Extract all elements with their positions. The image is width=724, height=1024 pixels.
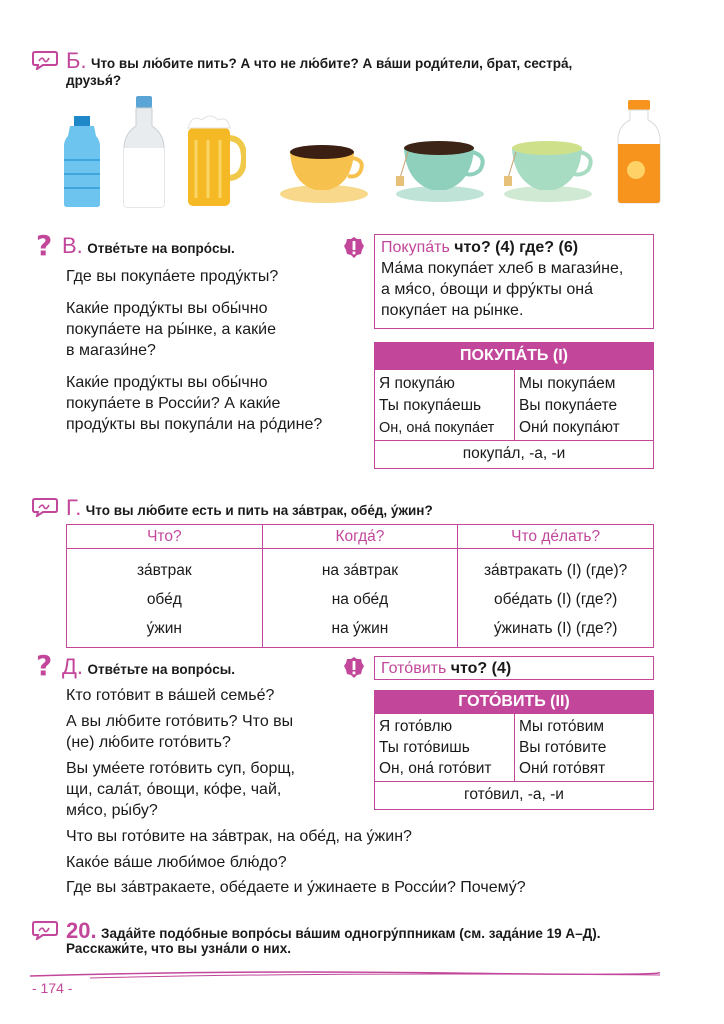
meals-table — [66, 524, 654, 648]
note-pokupat-example: а мя́со, о́вощи и фру́кты она́ — [381, 281, 593, 298]
question-mark-icon: ? — [36, 229, 53, 262]
coffee-cup-icon — [278, 138, 370, 204]
meals-table-header: Когда́? — [262, 525, 458, 549]
section-g-letter: Г. — [66, 495, 82, 520]
section-g-title: Что вы лю́бите есть и пить на за́втрак, обе́д, у́жин? — [85, 503, 433, 518]
note-gotovit-verb: Гото́вить — [381, 660, 447, 677]
form: Я гото́влю — [379, 718, 453, 735]
section-d-q5: Како́е ва́ше люби́мое блю́до? — [66, 854, 287, 871]
note-pokupat-cases: что? (4) где? (6) — [449, 239, 579, 256]
form: Я покупа́ю — [379, 375, 455, 392]
section-d-title: Отве́тьте на вопро́сы. — [87, 662, 236, 677]
table-cell: на за́втрак — [321, 562, 399, 579]
table-cell: обе́д — [146, 591, 182, 608]
section-v-q1: Где вы покупа́ете проду́кты? — [66, 268, 279, 285]
green-tea-cup-icon — [498, 134, 598, 204]
drinks-illustration-row — [60, 104, 680, 212]
form: Ты покупа́ешь — [379, 397, 482, 414]
section-d-q2-line: А вы лю́бите гото́вить? Что вы — [66, 713, 294, 730]
meals-table-header: Что де́лать? — [458, 525, 654, 549]
section-b-question: Что вы лю́бите пить? А что не лю́бите? А ва́ши роди́тели, брат, сестра́, — [91, 56, 573, 71]
table-cell: у́жин — [146, 620, 182, 637]
note-gotovit-pattern — [381, 658, 647, 679]
section-d-heading — [62, 655, 235, 679]
conjugation-table-pokupat — [374, 342, 654, 469]
plural-forms — [515, 714, 654, 782]
table-cell: за́втракать (I) (где)? — [483, 562, 628, 579]
milk-bottle-icon — [122, 96, 166, 208]
form: Мы гото́вим — [519, 718, 605, 735]
form: Он, она́ гото́вит — [379, 760, 492, 777]
note-pokupat-verb: Покупа́ть — [381, 239, 450, 256]
meals-column-do — [458, 549, 654, 648]
table-cell: на у́жин — [331, 620, 389, 637]
form: Вы покупа́ете — [519, 397, 618, 414]
question-mark-icon: ? — [36, 649, 53, 682]
table-cell: за́втрак — [136, 562, 192, 579]
note-gotovit-cases: что? (4) — [446, 660, 512, 677]
section-d-q4: Что вы гото́вите на за́втрак, на обе́д, на у́жин? — [66, 828, 412, 845]
past-tense-forms: покупа́л, -а, -и — [375, 441, 654, 469]
section-d-q3-line: Вы уме́ете гото́вить суп, борщ, — [66, 760, 295, 777]
attention-icon — [344, 656, 364, 680]
singular-forms — [375, 370, 515, 441]
note-pokupat-pattern — [381, 237, 647, 258]
task-20-line: Расскажи́те, что вы узна́ли о них. — [66, 941, 291, 956]
table-cell: обе́дать (I) (где?) — [494, 591, 618, 608]
water-bottle-icon — [62, 116, 102, 208]
table-cell: на обе́д — [331, 591, 389, 608]
meals-table-header: Что? — [67, 525, 263, 549]
speech-bubble-icon — [32, 920, 58, 940]
beer-mug-icon — [184, 112, 246, 208]
note-pokupat — [374, 234, 654, 329]
form: Они́ покупа́ют — [519, 419, 620, 436]
section-d-q3-line: щи, сала́т, о́вощи, ко́фе, чай, — [66, 781, 282, 798]
task-number: 20. — [66, 918, 97, 943]
speech-bubble-icon — [32, 497, 58, 517]
section-v-q2 — [66, 298, 276, 361]
orange-juice-bottle-icon — [616, 100, 662, 204]
section-d-q3 — [66, 758, 295, 821]
footer-divider — [30, 966, 660, 982]
past-tense-forms: гото́вил, -а, -и — [375, 782, 654, 810]
note-pokupat-example: покупа́ет на ры́нке. — [381, 302, 524, 319]
form: Вы гото́вите — [519, 739, 607, 756]
page-number: - 174 - — [32, 980, 73, 996]
section-g-heading — [66, 496, 433, 520]
note-gotovit — [374, 656, 654, 680]
section-d-q2-line: (не) лю́бите гото́вить? — [66, 734, 231, 751]
plural-forms — [515, 370, 654, 441]
section-b-question-cont: друзья́? — [66, 73, 122, 88]
form: Ты гото́вишь — [379, 739, 470, 756]
form: Мы покупа́ем — [519, 375, 616, 392]
section-v-q3 — [66, 372, 322, 435]
conjugation-header: ГОТО́ВИТЬ (II) — [375, 691, 654, 714]
section-v-q2-line: покупа́ете на ры́нке, а каки́е — [66, 321, 276, 338]
attention-icon — [344, 236, 364, 260]
speech-bubble-icon — [32, 50, 58, 70]
section-v-q3-line: проду́кты вы покупа́ли на ро́дине? — [66, 416, 323, 433]
section-v-title: Отве́тьте на вопро́сы. — [87, 241, 235, 256]
section-v-q2-line: в магази́не? — [66, 342, 156, 359]
section-d-letter: Д. — [62, 654, 84, 679]
singular-forms — [375, 714, 515, 782]
meals-column-when — [262, 549, 458, 648]
section-v-heading — [62, 234, 235, 258]
note-pokupat-example: Ма́ма покупа́ет хлеб в магази́не, — [381, 260, 624, 277]
black-tea-cup-icon — [390, 134, 490, 204]
conjugation-table-gotovit — [374, 690, 654, 810]
conjugation-header: ПОКУПА́ТЬ (I) — [375, 343, 654, 370]
form: Он, она́ покупа́ет — [379, 420, 495, 436]
form: Они́ гото́вят — [519, 760, 606, 777]
section-v-q3-line: Каки́е проду́кты вы обы́чно — [66, 374, 268, 391]
section-d-q6: Где вы за́втракаете, обе́даете и у́жинаете в Росси́и? Почему́? — [66, 879, 526, 896]
table-cell: у́жинать (I) (где?) — [493, 620, 618, 637]
section-d-q2 — [66, 711, 293, 753]
meals-column-what — [67, 549, 263, 648]
section-v-q3-line: покупа́ете в Росси́и? А каки́е — [66, 395, 281, 412]
task-20-line: Зада́йте подо́бные вопро́сы ва́шим одногру́ппникам (см. зада́ние 19 А–Д). — [101, 926, 601, 941]
section-b-heading — [66, 49, 686, 73]
section-v-letter: В. — [62, 233, 83, 258]
section-b-letter: Б. — [66, 48, 87, 73]
section-v-q2-line: Каки́е проду́кты вы обы́чно — [66, 300, 268, 317]
section-d-q3-line: мя́со, ры́бу? — [66, 802, 158, 819]
section-d-q1: Кто гото́вит в ва́шей семье́? — [66, 687, 275, 704]
